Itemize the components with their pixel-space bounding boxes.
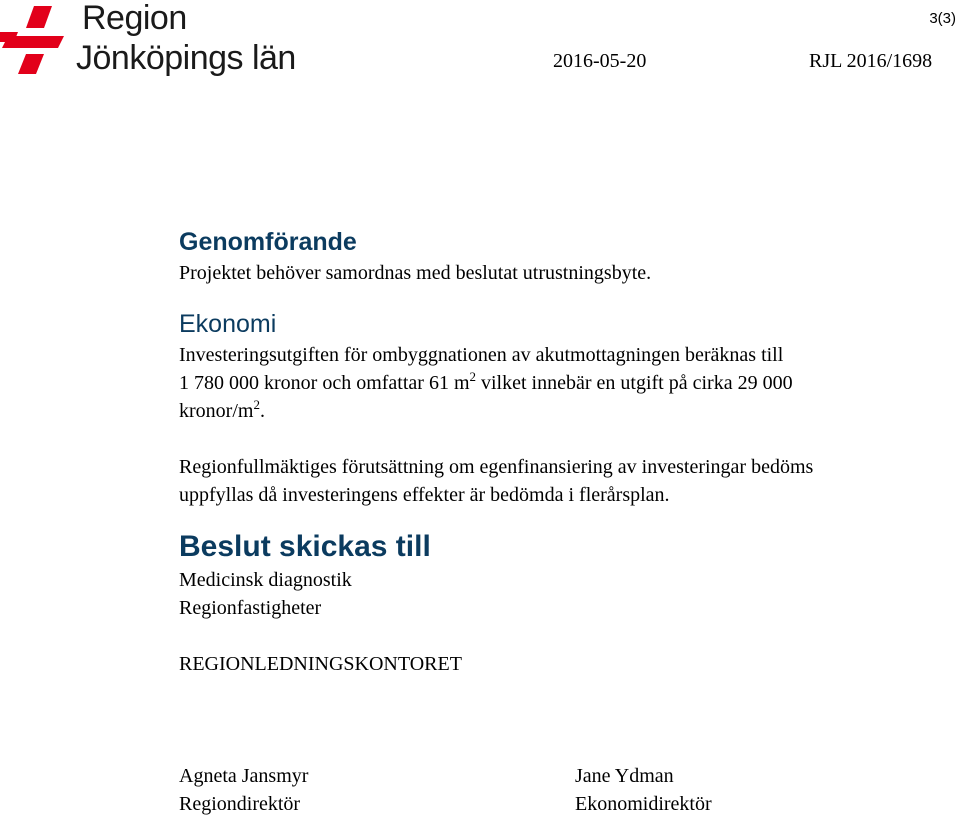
- genomforande-text: Projektet behöver samordnas med beslutat utrustningsbyte.: [179, 262, 652, 284]
- text-span: kronor/m: [179, 400, 254, 422]
- office-name: REGIONLEDNINGSKONTORET: [179, 653, 462, 675]
- heading-genomforande: Genomförande: [179, 228, 357, 256]
- text-span: .: [259, 400, 265, 422]
- text-span: 1 780 000 kronor och omfattar 61 m: [179, 372, 470, 394]
- text-span: vilket innebär en utgift på cirka 29 000: [476, 372, 793, 394]
- ekonomi-para1-line2: [179, 369, 793, 397]
- region-cross-logo-icon: [0, 2, 72, 74]
- heading-beslut-skickas-till: Beslut skickas till: [179, 530, 431, 563]
- document-reference: RJL 2016/1698: [809, 50, 933, 72]
- recipient-item: Regionfastigheter: [179, 597, 322, 619]
- document-date: 2016-05-20: [553, 50, 647, 72]
- signature-name: Agneta Jansmyr: [179, 765, 309, 787]
- ekonomi-para2-line1: Regionfullmäktiges förutsättning om egenfinansiering av investeringar bedöms: [179, 456, 814, 478]
- recipient-item: Medicinsk diagnostik: [179, 569, 352, 591]
- ekonomi-para1-line1: Investeringsutgiften för ombyggnationen av akutmottagningen beräknas till: [179, 344, 784, 366]
- signature-title: Regiondirektör: [179, 793, 301, 815]
- logo-text-jonkopings-lan: Jönköpings län: [76, 39, 296, 77]
- page-number: 3(3): [929, 10, 956, 27]
- superscript: 2: [253, 397, 260, 412]
- signature-name: Jane Ydman: [575, 765, 674, 787]
- signature-title: Ekonomidirektör: [575, 793, 712, 815]
- ekonomi-para2-line2: uppfyllas då investeringens effekter är bedömda i flerårsplan.: [179, 484, 670, 506]
- superscript: 2: [469, 369, 476, 384]
- logo-text-region: Region: [82, 0, 187, 37]
- ekonomi-para1-line3: [179, 397, 265, 425]
- heading-ekonomi: Ekonomi: [179, 310, 277, 338]
